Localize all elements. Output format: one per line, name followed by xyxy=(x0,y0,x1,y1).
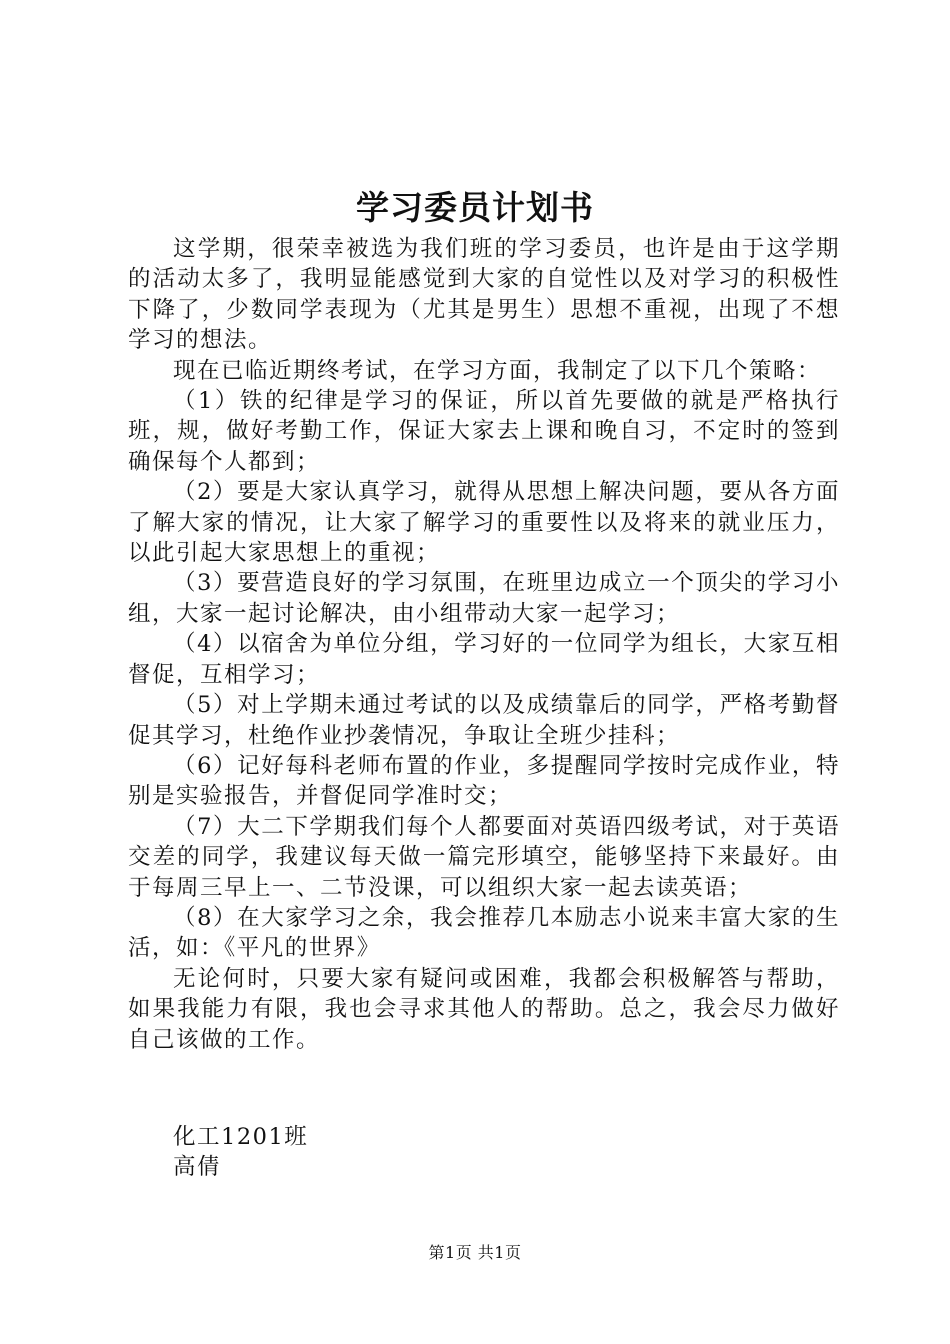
paragraph-item-8: （8）在大家学习之余，我会推荐几本励志小说来丰富大家的生活，如：《平凡的世界》 xyxy=(128,904,840,962)
document-title: 学习委员计划书 xyxy=(356,188,594,227)
page-footer: 第1页 共1页 xyxy=(428,1243,522,1262)
paragraph-item-4: （4）以宿舍为单位分组，学习好的一位同学为组长，大家互相督促，互相学习； xyxy=(128,631,840,688)
paragraph-item-1: （1）铁的纪律是学习的保证，所以首先要做的就是严格执行班，规，做好考勤工作，保证大家去上课和晚自习，不定时的签到确保每个人都到； xyxy=(128,388,840,475)
document-body xyxy=(128,234,840,1055)
paragraph-item-6: （6）记好每科老师布置的作业，多提醒同学按时完成作业，特别是实验报告，并督促同学准时交； xyxy=(128,752,840,810)
paragraph-item-3: （3）要营造良好的学习氛围，在班里边成立一个顶尖的学习小组，大家一起讨论解决，由小组带动大家一起学习； xyxy=(128,570,840,627)
paragraph-item-5: （5）对上学期未通过考试的以及成绩靠后的同学，严格考勤督促其学习，杜绝作业抄袭情况，争取让全班少挂科； xyxy=(128,692,840,749)
paragraph-item-2: （2）要是大家认真学习，就得从思想上解决问题，要从各方面了解大家的情况，让大家了解学习的重要性以及将来的就业压力，以此引起大家思想上的重视； xyxy=(128,479,840,567)
paragraph-strategy-lead: 现在已临近期终考试，在学习方面，我制定了以下几个策略： xyxy=(173,357,822,384)
paragraph-item-7: （7）大二下学期我们每个人都要面对英语四级考试，对于英语交差的同学，我建议每天做一篇完形填空，能够坚持下来最好。由于每周三早上一、二节没课，可以组织大家一起去读英语； xyxy=(128,813,840,901)
paragraph-closing: 无论何时，只要大家有疑问或困难，我都会积极解答与帮助，如果我能力有限，我也会寻求其他人的帮助。总之，我会尽力做好自己该做的工作。 xyxy=(128,965,840,1053)
paragraph-intro: 这学期，很荣幸被选为我们班的学习委员，也许是由于这学期的活动太多了，我明显能感觉到大家的自觉性以及对学习的积极性下降了，少数同学表现为（尤其是男生）思想不重视，出现了不想学习的想法。 xyxy=(128,236,840,354)
class-name: 化工1201班 xyxy=(173,1124,309,1150)
author-name: 高倩 xyxy=(173,1154,222,1180)
